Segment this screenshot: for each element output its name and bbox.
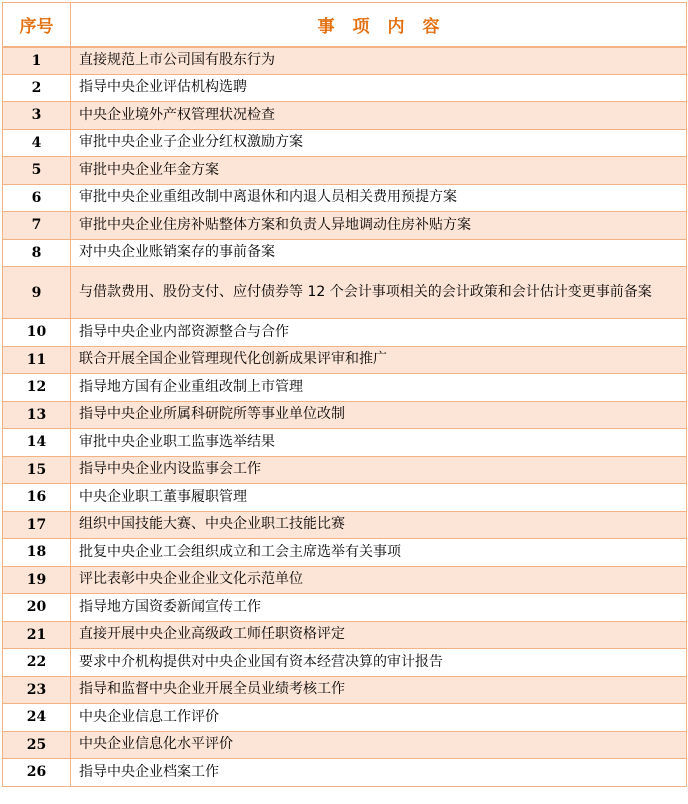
row-number: 12	[3, 374, 71, 402]
items-table-container	[2, 2, 686, 787]
row-number: 8	[3, 239, 71, 267]
row-number: 9	[3, 267, 71, 319]
table-row	[3, 212, 687, 240]
row-item-text: 与借款费用、股份支付、应付债券等 12 个会计事项相关的会计政策和会计估计变更事前备案	[71, 267, 687, 319]
table-row	[3, 594, 687, 622]
row-item-text: 直接规范上市公司国有股东行为	[71, 47, 687, 75]
row-number: 24	[3, 704, 71, 732]
table-row	[3, 511, 687, 539]
table-row	[3, 129, 687, 157]
table-row	[3, 676, 687, 704]
row-number: 19	[3, 566, 71, 594]
row-item-text: 批复中央企业工会组织成立和工会主席选举有关事项	[71, 539, 687, 567]
row-item-text: 指导地方国有企业重组改制上市管理	[71, 374, 687, 402]
row-item-text: 指导中央企业档案工作	[71, 759, 687, 787]
table-row	[3, 539, 687, 567]
row-number: 23	[3, 676, 71, 704]
row-number: 26	[3, 759, 71, 787]
table-row	[3, 47, 687, 75]
row-item-text: 评比表彰中央企业企业文化示范单位	[71, 566, 687, 594]
row-number: 5	[3, 157, 71, 185]
row-item-text: 指导中央企业所属科研院所等事业单位改制	[71, 401, 687, 429]
row-item-text: 审批中央企业重组改制中离退休和内退人员相关费用预提方案	[71, 184, 687, 212]
row-number: 22	[3, 649, 71, 677]
row-item-text: 指导和监督中央企业开展全员业绩考核工作	[71, 676, 687, 704]
row-item-text: 审批中央企业住房补贴整体方案和负责人异地调动住房补贴方案	[71, 212, 687, 240]
row-number: 17	[3, 511, 71, 539]
row-item-text: 中央企业信息化水平评价	[71, 731, 687, 759]
row-item-text: 中央企业信息工作评价	[71, 704, 687, 732]
row-item-text: 要求中介机构提供对中央企业国有资本经营决算的审计报告	[71, 649, 687, 677]
table-row	[3, 566, 687, 594]
table-body	[3, 47, 687, 787]
row-number: 15	[3, 456, 71, 484]
table-row	[3, 184, 687, 212]
row-number: 18	[3, 539, 71, 567]
table-row	[3, 74, 687, 102]
table-row	[3, 102, 687, 130]
row-item-text: 组织中国技能大赛、中央企业职工技能比赛	[71, 511, 687, 539]
header-num: 序号	[3, 3, 71, 47]
table-row	[3, 731, 687, 759]
row-number: 4	[3, 129, 71, 157]
table-row	[3, 484, 687, 512]
table-row	[3, 621, 687, 649]
row-item-text: 联合开展全国企业管理现代化创新成果评审和推广	[71, 346, 687, 374]
row-item-text: 指导地方国资委新闻宣传工作	[71, 594, 687, 622]
table-row	[3, 267, 687, 319]
row-number: 14	[3, 429, 71, 457]
row-number: 11	[3, 346, 71, 374]
table-row	[3, 157, 687, 185]
table-row	[3, 649, 687, 677]
table-row	[3, 401, 687, 429]
row-item-text: 直接开展中央企业高级政工师任职资格评定	[71, 621, 687, 649]
row-number: 16	[3, 484, 71, 512]
row-number: 6	[3, 184, 71, 212]
row-number: 20	[3, 594, 71, 622]
table-row	[3, 346, 687, 374]
table-row	[3, 456, 687, 484]
row-item-text: 中央企业境外产权管理状况检查	[71, 102, 687, 130]
table-row	[3, 319, 687, 347]
row-number: 1	[3, 47, 71, 75]
table-row	[3, 429, 687, 457]
row-item-text: 对中央企业账销案存的事前备案	[71, 239, 687, 267]
row-item-text: 指导中央企业内部资源整合与合作	[71, 319, 687, 347]
table-row	[3, 704, 687, 732]
row-number: 13	[3, 401, 71, 429]
row-item-text: 中央企业职工董事履职管理	[71, 484, 687, 512]
header-item: 事项内容	[71, 3, 687, 47]
row-number: 21	[3, 621, 71, 649]
row-item-text: 审批中央企业子企业分红权激励方案	[71, 129, 687, 157]
row-item-text: 审批中央企业年金方案	[71, 157, 687, 185]
row-item-text: 指导中央企业评估机构选聘	[71, 74, 687, 102]
header-row	[3, 3, 687, 47]
table-row	[3, 374, 687, 402]
row-number: 2	[3, 74, 71, 102]
row-number: 25	[3, 731, 71, 759]
table-row	[3, 759, 687, 787]
row-item-text: 审批中央企业职工监事选举结果	[71, 429, 687, 457]
row-number: 10	[3, 319, 71, 347]
table-header	[3, 3, 687, 47]
table-row	[3, 239, 687, 267]
items-table	[2, 2, 687, 787]
row-number: 7	[3, 212, 71, 240]
row-number: 3	[3, 102, 71, 130]
row-item-text: 指导中央企业内设监事会工作	[71, 456, 687, 484]
